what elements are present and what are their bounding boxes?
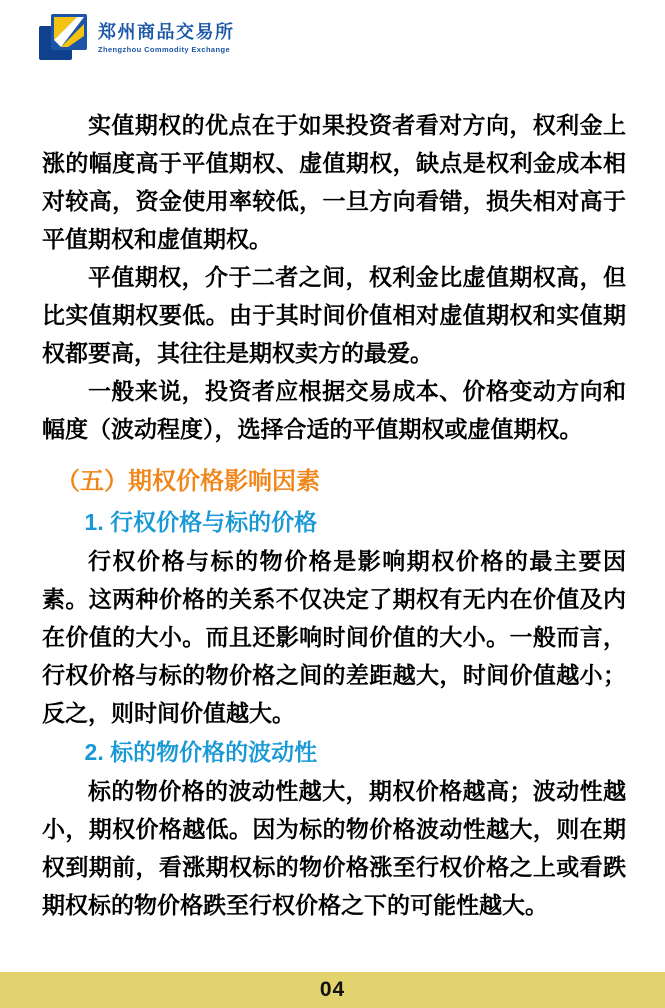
org-name-cn: 郑州商品交易所 bbox=[98, 21, 235, 42]
section-heading: （五）期权价格影响因素 bbox=[56, 468, 320, 495]
paragraph: 标的物价格的波动性越大，期权价格越高；波动性越小，期权价格越低。因为标的物价格波动性越大，则在期权到期前，看涨期权标的物价格涨至行权价格之上或看跌期权标的物价格跌至行权价格之下的可能性越大。 bbox=[42, 778, 626, 918]
paragraph: 实值期权的优点在于如果投资者看对方向，权利金上涨的幅度高于平值期权、虚值期权，缺点是权利金成本相对较高，资金使用率较低，一旦方向看错，损失相对高于平值期权和虚值期权。 bbox=[42, 112, 626, 252]
page-number: 04 bbox=[319, 978, 346, 1001]
paragraph: 一般来说，投资者应根据交易成本、价格变动方向和幅度（波动程度），选择合适的平值期权或虚值期权。 bbox=[42, 378, 626, 442]
subheading-2: 2. 标的物价格的波动性 bbox=[84, 739, 318, 765]
header-brand bbox=[38, 13, 235, 61]
footer-bar bbox=[0, 972, 665, 1008]
zce-logo-icon bbox=[38, 13, 88, 61]
subheading-1: 1. 行权价格与标的价格 bbox=[84, 509, 318, 535]
brand-text bbox=[98, 21, 235, 54]
paragraph: 平值期权，介于二者之间，权利金比虚值期权高，但比实值期权要低。由于其时间价值相对虚值期权和实值期权都要高，其往往是期权卖方的最爱。 bbox=[42, 264, 626, 366]
paragraph: 行权价格与标的物价格是影响期权价格的最主要因素。这两种价格的关系不仅决定了期权有无内在价值及内在价值的大小。而且还影响时间价值的大小。一般而言，行权价格与标的物价格之间的差距越大，时间价值越小；反之，则时间价值越大。 bbox=[42, 548, 626, 726]
document-body bbox=[42, 106, 626, 924]
org-name-en: Zhengzhou Commodity Exchange bbox=[98, 44, 231, 54]
